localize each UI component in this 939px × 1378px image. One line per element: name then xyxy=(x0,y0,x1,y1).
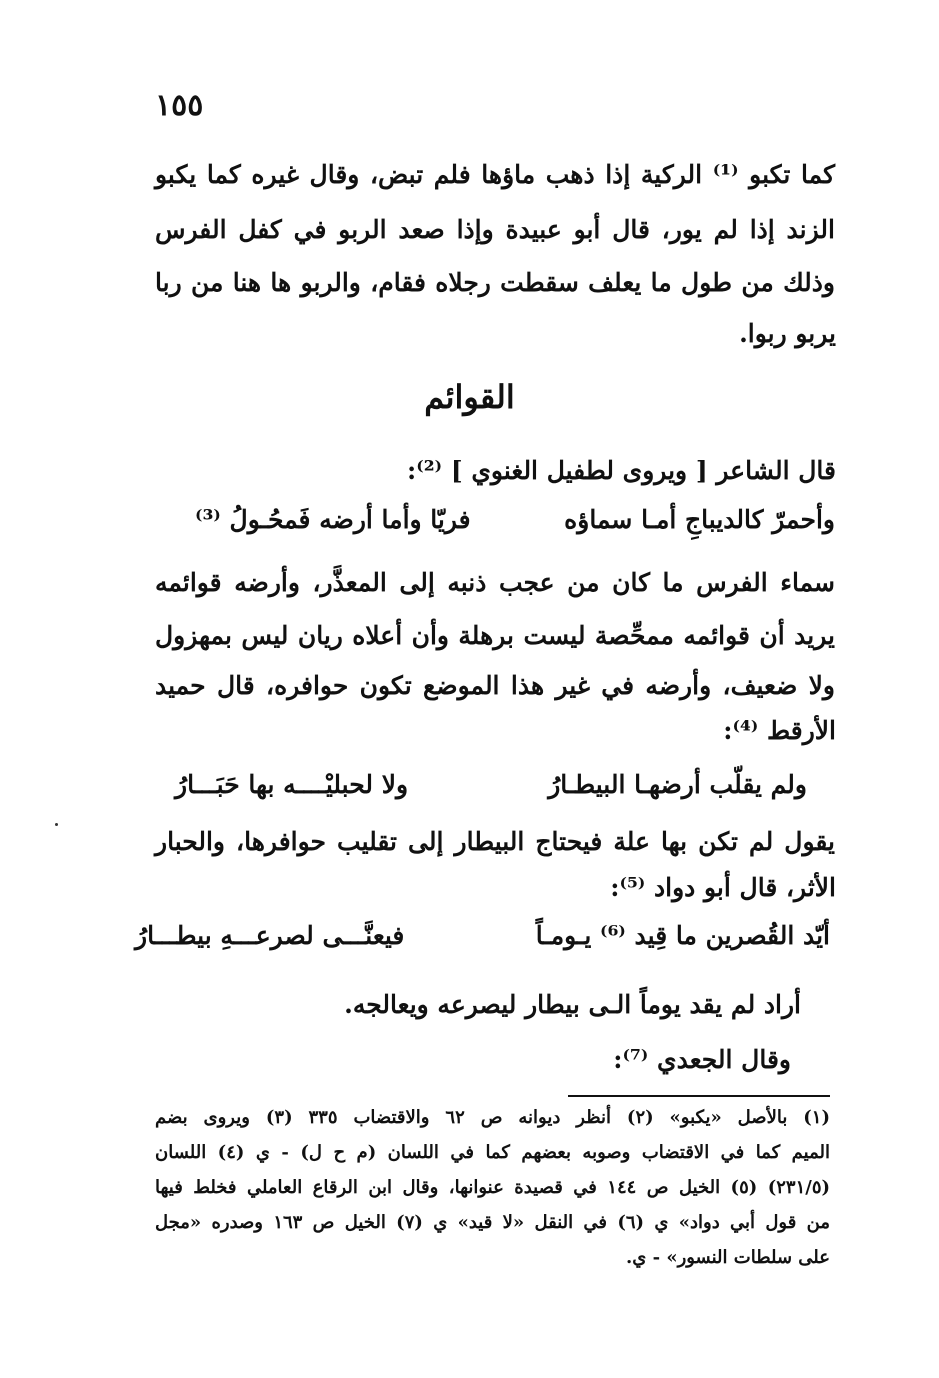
verse-3-first-hemistich: أيّد القُصرين ما قِيد ⁽⁶⁾ يـومـاً xyxy=(535,921,830,950)
footnote-line-2: الميم كما في الاقتضاب وصوبه بعضهم كما في اللسان (م ح ل) - ي (٤) اللسان xyxy=(155,1142,830,1163)
scan-speck xyxy=(55,823,58,826)
footnote-separator xyxy=(568,1095,830,1097)
verse-3-second-hemistich: فيعنَّـــى لصرعـــهِ بيطـــارُ xyxy=(135,921,405,950)
para2-line-4: الأرقط ⁽⁴⁾: xyxy=(723,716,836,745)
intro-line-2: وقال الجعدي ⁽⁷⁾: xyxy=(613,1045,791,1074)
footnote-line-5: على سلطات النسور» - ي. xyxy=(625,1247,830,1268)
para1-line-1: كما تكبو ⁽¹⁾ الركية إذا ذهب ماؤها فلم تبض، وقال غيره كما يكبو xyxy=(155,160,835,189)
verse-1-first-hemistich: وأحمرّ كالديباجِ أمـا سماؤه xyxy=(564,505,835,534)
intro-line-1: قال الشاعر [ ويروى لطفيل الغنوي ] ⁽²⁾: xyxy=(407,456,836,485)
footnote-line-4: من قول أبي دواد» ي (٦) في النقل «لا قيد» ي (٧) الخيل ص ١٦٣ وصدره «مجل xyxy=(155,1212,830,1233)
para1-line-3: وذلك من طول ما يعلف سقطت رجلاه فقام، والربو ها هنا من ربا xyxy=(155,268,835,297)
para2-line-3: ولا ضعيف، وأرضه في غير هذا الموضع تكون حوافره، قال حميد xyxy=(155,671,835,700)
verse-2-first-hemistich: ولم يقلّب أرضهـا البيطـارُ xyxy=(548,770,807,799)
verse-2-second-hemistich: ولا لحبليْــــه بها حَبَـــارُ xyxy=(175,770,409,799)
para3-line-2: الأثر، قال أبو دواد ⁽⁵⁾: xyxy=(610,873,836,902)
para2-line-1: سماء الفرس ما كان من عجب ذنبه إلى المعذَّر، وأرضه قوائمه xyxy=(155,568,835,597)
para2-line-2: يريد أن قوائمه ممحِّصة ليست برهلة وأن أعلاه ريان ليس بمهزول xyxy=(155,621,835,650)
para3-line-1: يقول لم تكن بها علة فيحتاج البيطار إلى تقليب حوافرها، والحبار xyxy=(155,827,835,856)
section-heading: القوائم xyxy=(424,378,515,416)
footnote-line-3: (٢٣١/٥) (٥) الخيل ص ١٤٤ في قصيدة عنوانها، وقال ابن الرقاع العاملي فخلط فيها xyxy=(155,1177,831,1198)
para1-line-4: يربو ربوا. xyxy=(739,319,836,348)
para4-line: أراد لم يقد يوماً الـى بيطار ليصرعه ويعالجه. xyxy=(344,990,801,1019)
footnote-line-1: (١) بالأصل «يكبو» (٢) أنظر ديوانه ص ٦٢ والاقتضاب ٣٣٥ (٣) ويروى بضم xyxy=(155,1107,830,1128)
verse-1-second-hemistich: فريّا وأما أرضه فَمحُـولُ ⁽³⁾ xyxy=(195,505,471,534)
page-number: ١٥٥ xyxy=(155,88,204,123)
para1-line-2: الزند إذا لم يور، قال أبو عبيدة وإذا صعد الربو في كفل الفرس xyxy=(155,215,835,244)
